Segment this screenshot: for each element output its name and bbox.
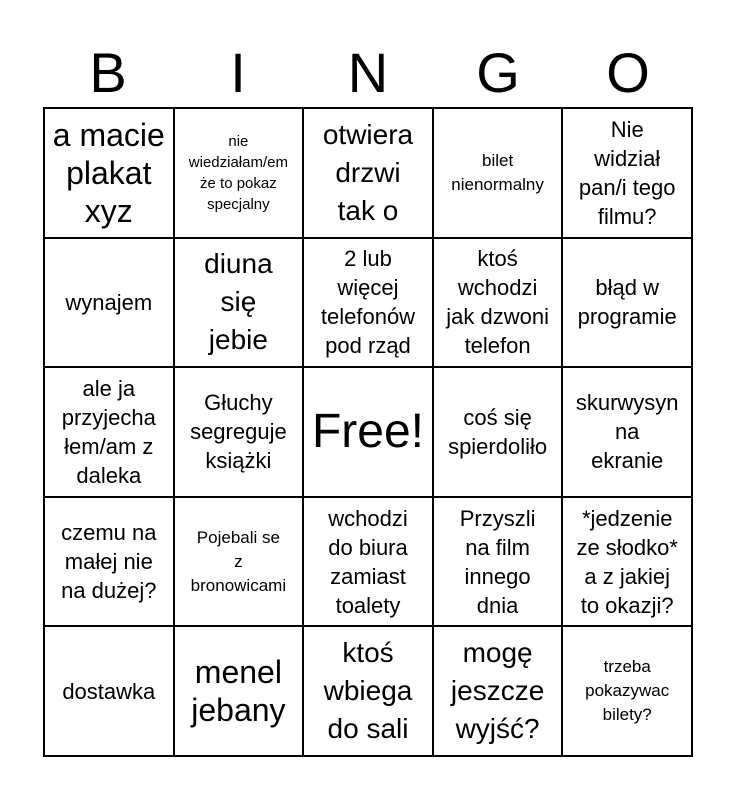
cell-text: czemu na małej nie na dużej? bbox=[61, 520, 157, 604]
cell-text: Przyszli na film innego dnia bbox=[459, 505, 536, 618]
bingo-cell[interactable] bbox=[562, 238, 692, 368]
bingo-cell[interactable] bbox=[562, 497, 692, 627]
bingo-cell[interactable] bbox=[433, 497, 563, 627]
cell-text: ale ja przyjecha łem/am z daleka bbox=[61, 375, 156, 488]
cell-text: diuna się jebie bbox=[204, 248, 273, 356]
header-letter-g: G bbox=[476, 41, 520, 104]
cell-text: 2 lub więcej telefonów pod rząd bbox=[320, 246, 416, 359]
bingo-grid bbox=[43, 107, 693, 757]
header-letter-n: N bbox=[347, 41, 389, 104]
bingo-cell[interactable] bbox=[174, 367, 304, 497]
cell-text: skurwysyn na ekranie bbox=[575, 390, 679, 474]
bingo-cell[interactable] bbox=[562, 626, 692, 756]
bingo-cell[interactable] bbox=[44, 238, 174, 368]
bingo-cell[interactable] bbox=[44, 108, 174, 238]
bingo-cell[interactable] bbox=[174, 626, 304, 756]
bingo-cell[interactable] bbox=[174, 497, 304, 627]
bingo-cell[interactable] bbox=[44, 626, 174, 756]
cell-text: otwiera drzwi tak o bbox=[322, 118, 414, 226]
bingo-cell[interactable] bbox=[174, 108, 304, 238]
cell-text: wynajem bbox=[65, 289, 153, 315]
bingo-cell[interactable] bbox=[303, 626, 433, 756]
cell-text: mogę jeszcze wyjść? bbox=[450, 637, 545, 745]
bingo-cell[interactable] bbox=[44, 367, 174, 497]
cell-text: nie wiedziałam/em że to pokaz specjalny bbox=[188, 132, 288, 213]
header-letter-o: O bbox=[606, 41, 650, 104]
bingo-cell[interactable] bbox=[562, 108, 692, 238]
cell-text: *jedzenie ze słodko* a z jakiej to okazji? bbox=[576, 505, 678, 618]
bingo-cell[interactable] bbox=[433, 238, 563, 368]
bingo-cell-free[interactable] bbox=[303, 367, 433, 497]
header-letter-i: I bbox=[230, 41, 246, 104]
cell-text: Nie widział pan/i tego filmu? bbox=[578, 116, 676, 229]
cell-text: Głuchy segreguje książki bbox=[190, 390, 287, 474]
bingo-header bbox=[43, 40, 693, 106]
cell-text: menel jebany bbox=[191, 654, 286, 729]
bingo-cell[interactable] bbox=[433, 626, 563, 756]
bingo-cell[interactable] bbox=[433, 108, 563, 238]
cell-text: Pojebali se z bronowicami bbox=[190, 527, 287, 595]
bingo-cell[interactable] bbox=[303, 238, 433, 368]
header-letter-b: B bbox=[89, 41, 127, 104]
cell-text: wchodzi do biura zamiast toalety bbox=[328, 505, 408, 618]
cell-text: dostawka bbox=[62, 678, 156, 704]
bingo-cell[interactable] bbox=[44, 497, 174, 627]
cell-text: trzeba pokazywac bilety? bbox=[585, 657, 670, 725]
bingo-cell[interactable] bbox=[562, 367, 692, 497]
cell-text: coś się spierdoliło bbox=[448, 404, 548, 459]
cell-text: błąd w programie bbox=[577, 275, 677, 330]
cell-text: ktoś wbiega do sali bbox=[323, 637, 413, 745]
bingo-cell[interactable] bbox=[303, 497, 433, 627]
bingo-cell[interactable] bbox=[303, 108, 433, 238]
bingo-cell[interactable] bbox=[174, 238, 304, 368]
cell-text: ktoś wchodzi jak dzwoni telefon bbox=[446, 246, 549, 359]
cell-text: bilet nienormalny bbox=[451, 150, 544, 194]
bingo-cell[interactable] bbox=[433, 367, 563, 497]
free-space-text: Free! bbox=[311, 404, 424, 458]
cell-text: a macie plakat xyz bbox=[52, 116, 165, 229]
